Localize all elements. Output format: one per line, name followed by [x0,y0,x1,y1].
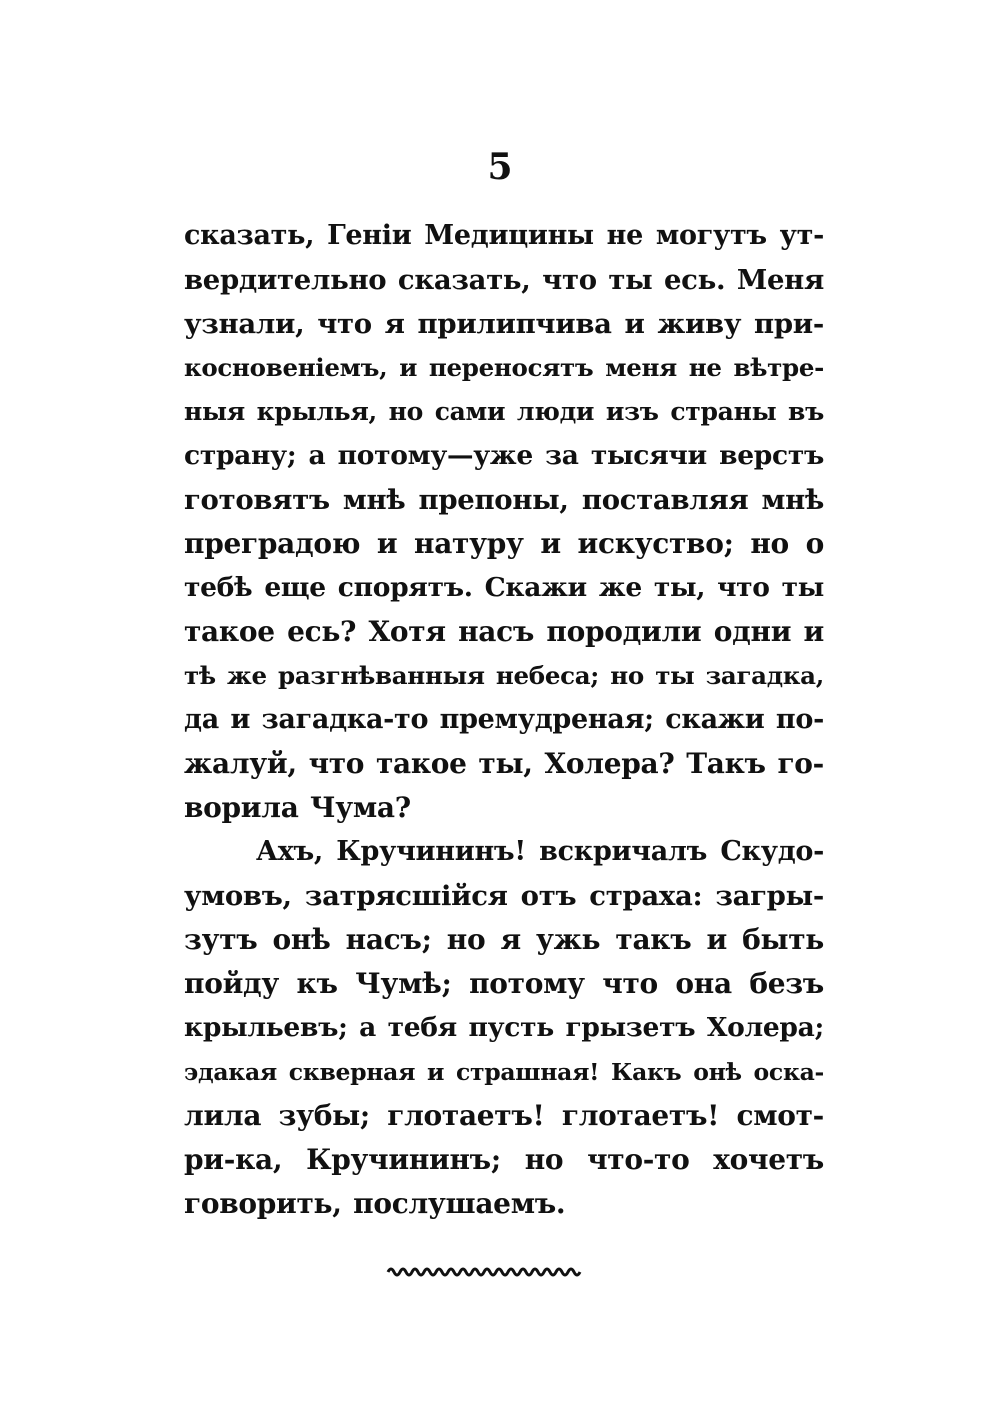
text-line: страну; а потому—уже за тысячи верстъ [184,440,824,471]
text-line: лила зубы; глотаетъ! глотаетъ! смот- [184,1099,824,1132]
text-line: жалуй, что такое ты, Холера? Такъ го- [184,747,824,780]
text-line: Ахъ, Кручининъ! вскричалъ Скудо- [256,836,824,867]
text-line: сказать, Генiи Медицины не могутъ ут- [184,220,824,251]
text-line: крыльевъ; а тебя пусть грызетъ Холера; [184,1012,824,1043]
text-line: ныя крылья, но сами люди изъ страны въ [184,397,824,426]
text-line: ри-ка, Кручининъ; но что-то хочетъ [184,1143,824,1176]
text-line: зутъ онѣ насъ; но я ужь такъ и быть [184,923,824,956]
text-line: тѣ же разгнѣванныя небеса; но ты загадка, [184,661,824,690]
wavy-ornament-divider [386,1262,584,1282]
text-line: косновенiемъ, и переносятъ меня не вѣтре- [184,353,824,382]
text-line: пойду къ Чумѣ; потому что она безъ [184,967,824,1000]
text-line: готовятъ мнѣ препоны, поставляя мнѣ [184,484,824,516]
text-line: вердительно сказать, что ты есь. Меня [184,264,824,296]
text-line: тебѣ еще спорятъ. Скажи же ты, что ты [184,572,824,603]
text-line: преградою и натуру и искуство; но о [184,527,824,560]
body-text [184,214,824,1226]
text-line: да и загадка-то премудреная; скажи по- [184,704,824,735]
text-line: узнали, что я прилипчива и живу при- [184,308,824,340]
text-line: эдакая скверная и страшная! Какъ онѣ оска- [184,1058,824,1086]
text-line: ворила Чума? [184,791,411,824]
text-line: такое есь? Хотя насъ породили одни и [184,615,824,648]
text-line: говорить, послушаемъ. [184,1187,566,1220]
page-number: 5 [487,146,513,188]
text-line: умовъ, затрясшiйся отъ страха: загры- [184,880,824,912]
